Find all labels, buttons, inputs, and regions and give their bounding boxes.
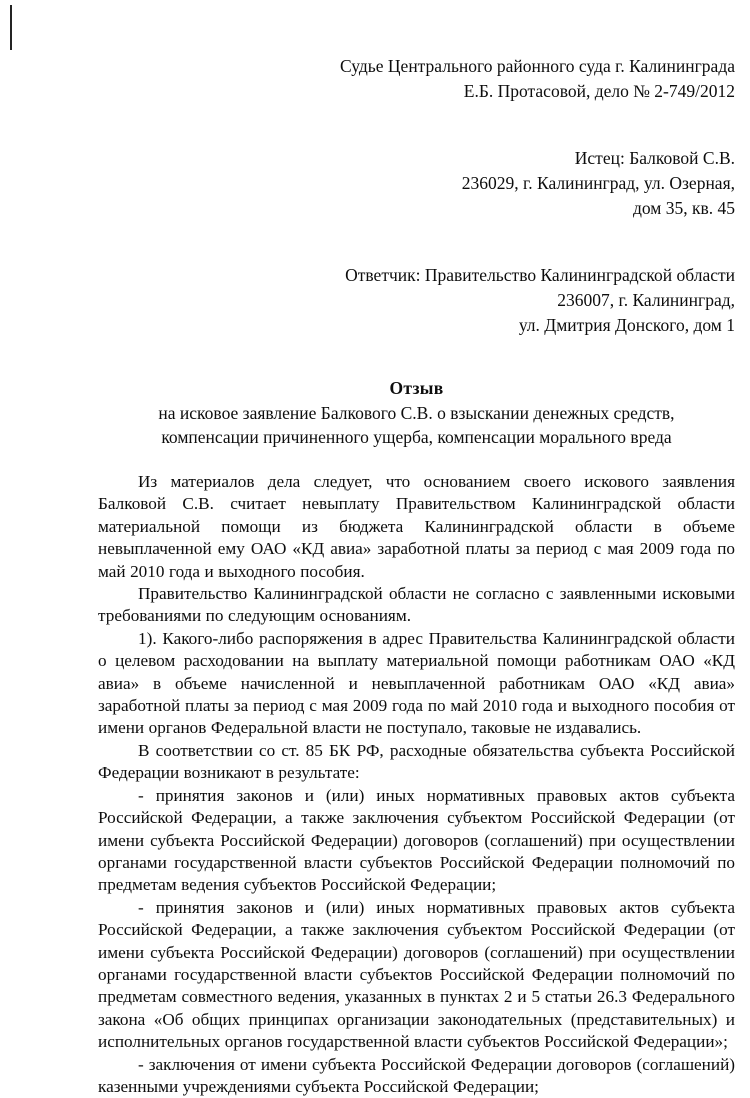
defendant-address-line-2: 236007, г. Калининград, bbox=[557, 290, 735, 310]
paragraph-intro: Из материалов дела следует, что основанием своего искового заявления Балковой С.В. считает невыплату Правительством Калининградской области материальной помощи из бюджета Калининградской области в объеме невыплаченной ему ОАО «КД авиа» заработной платы за период с мая 2009 года по май 2010 года и выходного пособия. bbox=[98, 472, 735, 581]
addressing-block bbox=[98, 54, 735, 338]
top-spacer bbox=[98, 0, 735, 54]
defendant-spacer bbox=[98, 221, 735, 263]
plaintiff-address-line-2: 236029, г. Калининград, ул. Озерная, bbox=[461, 173, 735, 193]
court-address bbox=[98, 54, 735, 104]
document-subtitle bbox=[98, 401, 735, 449]
paragraph-article-85-intro: В соответствии со ст. 85 БК РФ, расходные обязательства субъекта Российской Федерации возникают в результате: bbox=[98, 740, 735, 783]
document-subtitle-line-1: на исковое заявление Балкового С.В. о взыскании денежных средств, bbox=[158, 403, 675, 423]
document-title: Отзыв bbox=[389, 378, 444, 398]
defendant-address-line-1: Ответчик: Правительство Калининградской области bbox=[345, 265, 735, 285]
title-spacer bbox=[98, 338, 735, 376]
paragraph-point-1: 1). Какого-либо распоряжения в адрес Правительства Калининградской области о целевом расходовании на выплату материальной помощи работникам ОАО «КД авиа» в объеме начисленной и невыплаченной работникам ОАО «КД авиа» заработной платы за период с мая 2009 года по май 2010 года и выходного пособия от имени органов Федеральной власти не поступало, таковые не издавались. bbox=[98, 628, 735, 738]
paragraph-dash-item-3: - заключения от имени субъекта Российской Федерации договоров (соглашений) казенными учреждениями субъекта Российской Федерации; bbox=[98, 1054, 735, 1096]
defendant-address-line-3: ул. Дмитрия Донского, дом 1 bbox=[518, 315, 735, 335]
body-spacer bbox=[98, 449, 735, 471]
scan-artifact-mark bbox=[10, 5, 12, 50]
paragraph-dash-item-1: - принятия законов и (или) иных нормативных правовых актов субъекта Российской Федерации, а также заключения субъектом Российской Федерации (от имени субъекта Российской Федерации) договоров (соглашений) при осуществлении органами государственной власти субъектов Российской Федерации полномочий по предметам ведения субъектов Российской Федерации; bbox=[98, 785, 735, 895]
document-content bbox=[98, 0, 735, 1098]
defendant-address bbox=[98, 263, 735, 338]
plaintiff-address-line-3: дом 35, кв. 45 bbox=[632, 198, 735, 218]
paragraph-disagreement: Правительство Калининградской области не согласно с заявленными исковыми требованиями по следующим основаниям. bbox=[98, 584, 735, 626]
document-subtitle-line-2: компенсации причиненного ущерба, компенсации морального вреда bbox=[161, 427, 672, 447]
paragraph-dash-item-2: - принятия законов и (или) иных нормативных правовых актов субъекта Российской Федерации, а также заключения субъектом Российской Федерации (от имени субъекта Российской Федерации) договоров (соглашений) при осуществлении органами государственной власти субъектов Российской Федерации полномочий по предметам совместного ведения, указанных в пунктах 2 и 5 статьи 26.3 Федерального закона «Об общих принципах организации законодательных (представительных) и исполнительных органов государственной власти субъектов Российской Федерации»; bbox=[98, 897, 735, 1052]
plaintiff-address-line-1: Истец: Балковой С.В. bbox=[574, 148, 735, 168]
plaintiff-spacer bbox=[98, 104, 735, 146]
court-address-line-1: Судье Центрального районного суда г. Калининграда bbox=[340, 56, 735, 76]
court-address-line-2: Е.Б. Протасовой, дело № 2-749/2012 bbox=[463, 81, 735, 101]
plaintiff-address bbox=[98, 146, 735, 221]
